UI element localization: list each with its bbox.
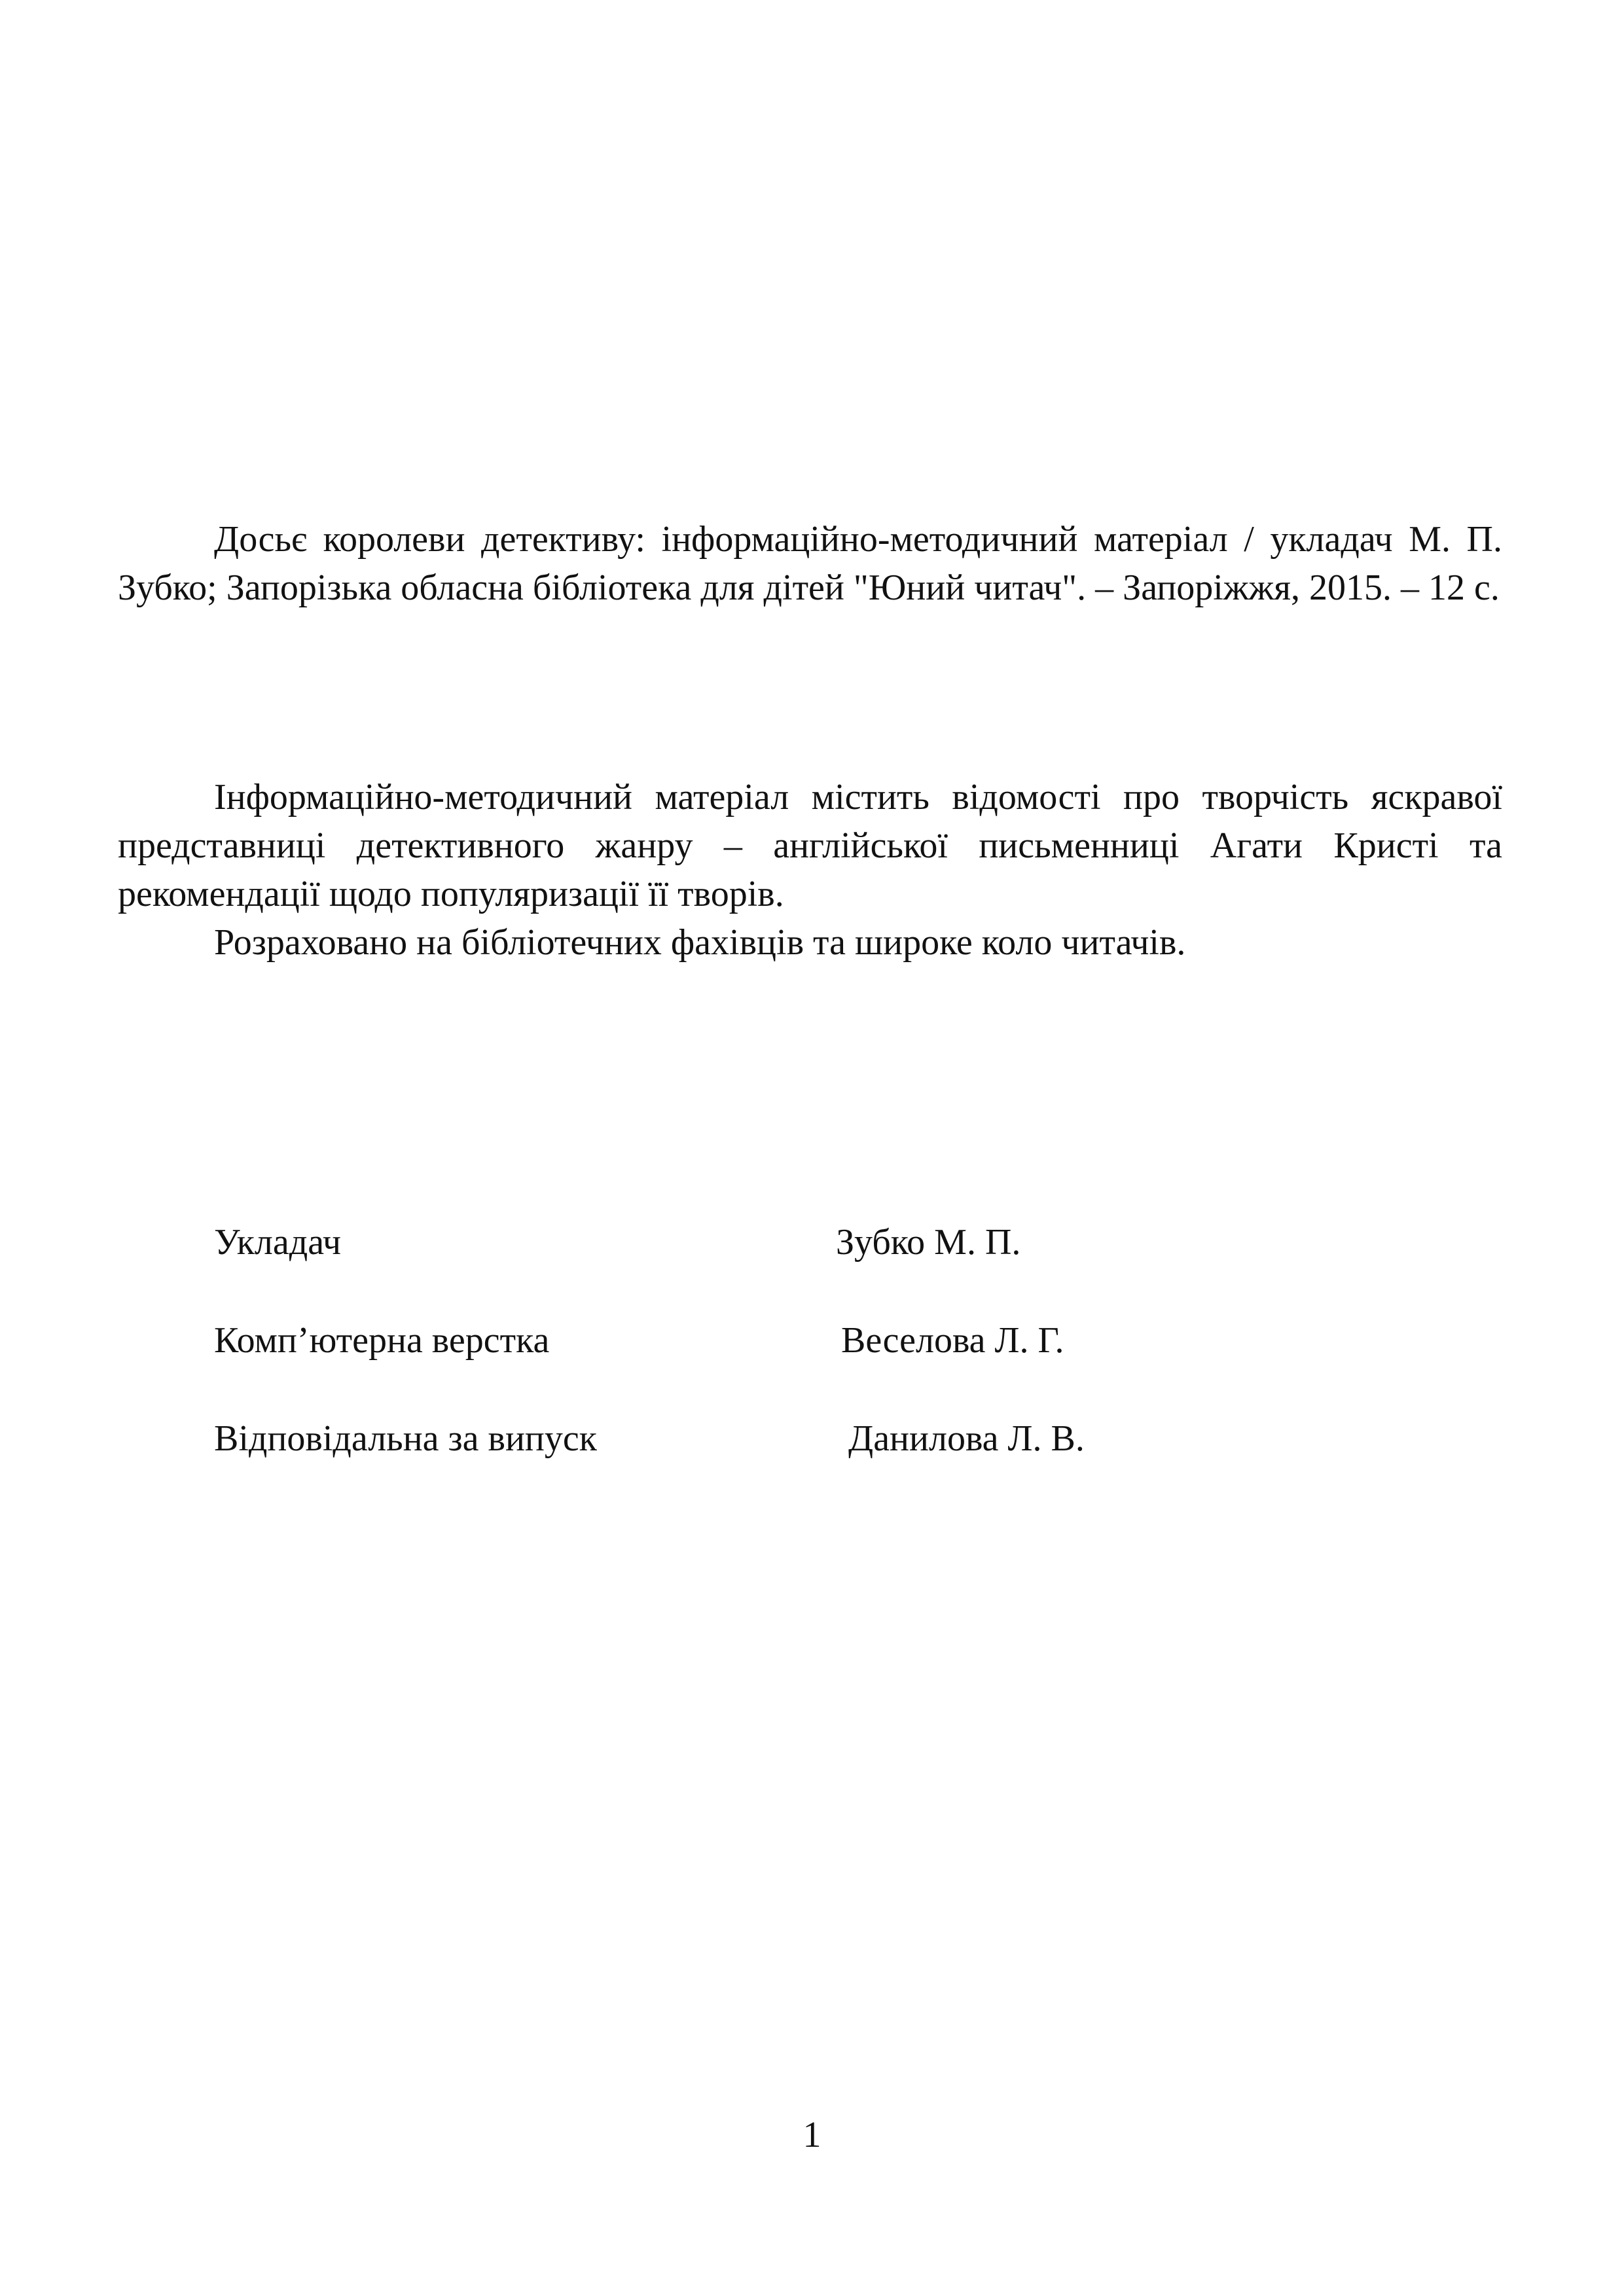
- credit-row-layout: [214, 1316, 1523, 1365]
- credit-role: Відповідальна за випуск: [214, 1418, 597, 1459]
- annotation-summary: Інформаційно-методичний матеріал містить відомості про творчість яскравої представниці детективного жанру – англійської письменниці Агати Кристі та рекомендації щодо популяризації її творів.: [118, 777, 1502, 914]
- bibliographic-record: Досьє королеви детективу: інформаційно-методичний матеріал / укладач М. П. Зубко; Запорізька обласна бібліотека для дітей "Юний читач". – Запоріжжя, 2015. – 12 с.: [118, 519, 1502, 608]
- credit-role: Укладач: [214, 1222, 342, 1263]
- credit-row-compiler: [214, 1218, 1523, 1266]
- bibliographic-record-section: [118, 515, 1502, 612]
- credit-row-responsible: [214, 1414, 1523, 1463]
- credit-role: Комп’ютерна верстка: [214, 1320, 550, 1361]
- annotation-audience: Розраховано на бібліотечних фахівців та широке коло читачів.: [214, 922, 1186, 963]
- credit-name: Веселова Л. Г.: [841, 1320, 1064, 1361]
- credit-name: Данилова Л. В.: [848, 1418, 1085, 1459]
- credit-name: Зубко М. П.: [836, 1222, 1021, 1263]
- annotation-section: [118, 773, 1502, 967]
- page-number: 1: [803, 2115, 821, 2155]
